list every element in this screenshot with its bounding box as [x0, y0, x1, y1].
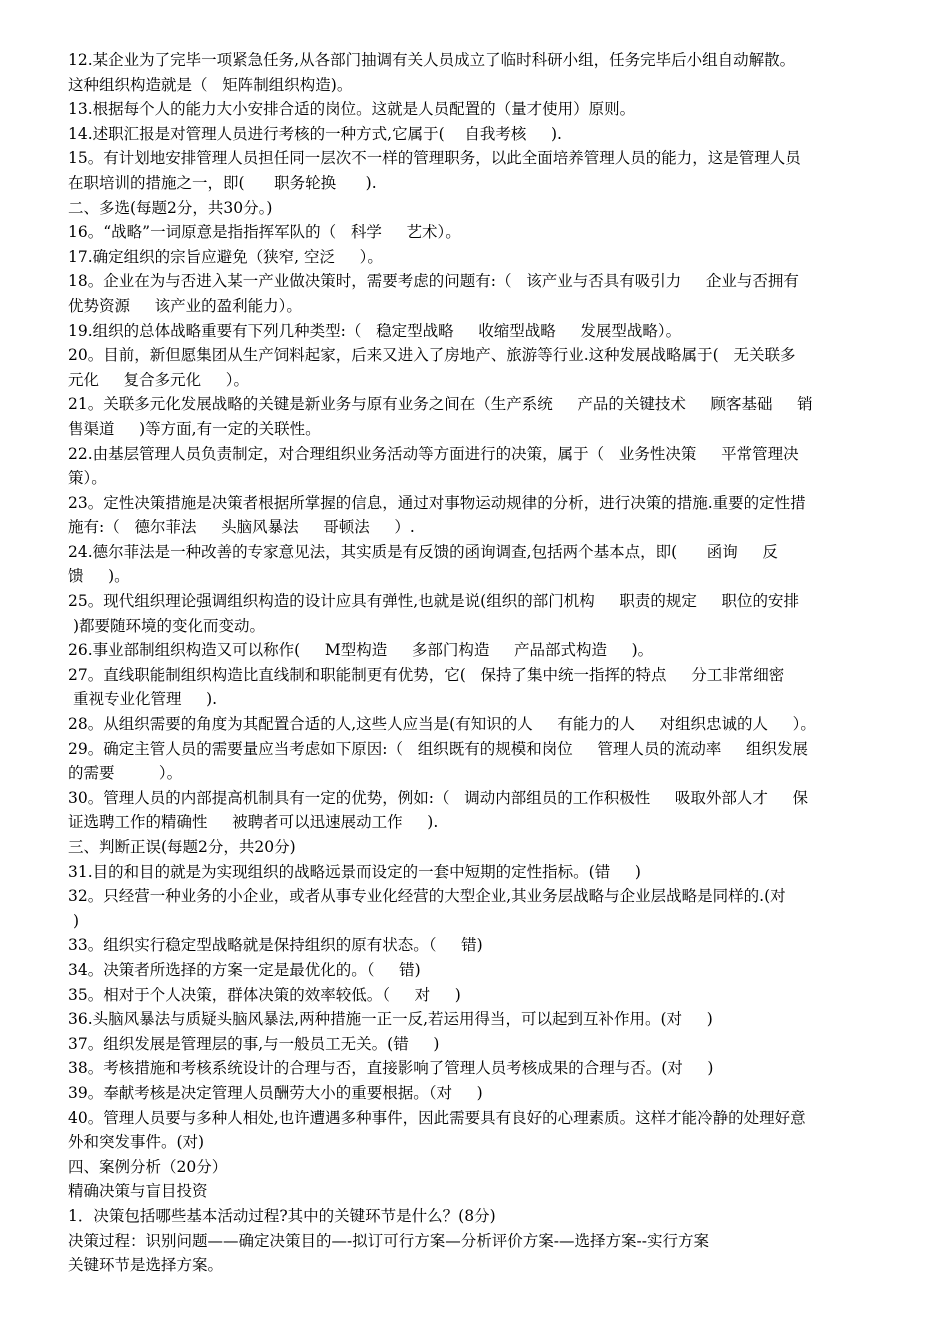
text-line: 21。关联多元化发展战略的关键是新业务与原有业务之间在（生产系统 产品的关键技术 顾客基础 销 — [68, 395, 813, 414]
text-line: 精确决策与盲目投资 — [68, 1182, 208, 1201]
text-line: 在职培训的措施之一，即( 职务轮换 ). — [68, 173, 377, 192]
text-line: 12.某企业为了完毕一项紧急任务,从各部门抽调有关人员成立了临时科研小组，任务完毕后小组自动解散。 — [68, 51, 796, 69]
text-line: 36.头脑风暴法与质疑头脑风暴法,两种措施一正一反,若运用得当，可以起到互补作用。(对 ) — [68, 1010, 713, 1029]
text-line: 馈 )。 — [68, 567, 130, 586]
text-line: 四、案例分析（20分） — [68, 1157, 228, 1176]
text-line: 23。定性决策措施是决策者根据所掌握的信息，通过对事物运动规律的分析，进行决策的措施.重要的定性措 — [68, 493, 806, 512]
text-line: 32。只经营一种业务的小企业，或者从事专业化经营的大型企业,其业务层战略与企业层战略是同样的.(对 — [68, 887, 786, 906]
text-line: 关键环节是选择方案。 — [68, 1256, 224, 1275]
text-line: 14.述职汇报是对管理人员进行考核的一种方式,它属于( 自我考核 ). — [68, 124, 562, 143]
text-line: 20。目前，新但愿集团从生产饲料起家，后来又进入了房地产、旅游等行业.这种发展战略属于( 无关联多 — [68, 346, 796, 365]
text-line: 元化 复合多元化 ）。 — [68, 370, 250, 389]
text-line: 37。组织发展是管理层的事,与一般员工无关。(错 ) — [68, 1034, 440, 1053]
text-line: 25。现代组织理论强调组织构造的设计应具有弹性,也就是说(组织的部门机构 职责的规定 职位的安排 — [68, 592, 799, 611]
text-line: 39。奉献考核是决定管理人员酬劳大小的重要根据。（对 ) — [68, 1083, 483, 1102]
text-line: 外和突发事件。(对) — [68, 1133, 205, 1152]
text-line: 这种组织构造就是（ 矩阵制组织构造)。 — [68, 75, 353, 94]
text-line: )都要随环境的变化而变动。 — [68, 616, 265, 635]
text-line: 16。“战略”一词原意是指指挥军队的（ 科学 艺术）。 — [68, 223, 461, 242]
text-line: 19.组织的总体战略重要有下列几种类型:（ 稳定型战略 收缩型战略 发展型战略）。 — [68, 321, 682, 340]
text-line: 优势资源 该产业的盈利能力）。 — [68, 296, 302, 315]
text-line: 17.确定组织的宗旨应避免（狭窄, 空泛 ）。 — [68, 247, 383, 266]
text-line: 三、判断正误(每题2分，共20分) — [68, 838, 296, 856]
text-line: 1．决策包括哪些基本活动过程?其中的关键环节是什么？(8分) — [68, 1206, 496, 1225]
text-line: 13.根据每个人的能力大小安排合适的岗位。这就是人员配置的（量才使用）原则。 — [68, 100, 636, 119]
text-line: 27。直线职能制组织构造比直线制和职能制更有优势，它( 保持了集中统一指挥的特点 分工非常细密 — [68, 665, 785, 684]
text-line: 售渠道 )等方面,有一定的关联性。 — [68, 419, 321, 438]
text-line: 24.德尔菲法是一种改善的专家意见法，其实质是有反馈的函询调查,包括两个基本点，即( 函询 反 — [68, 542, 778, 561]
text-line: 30。管理人员的内部提高机制具有一定的优势，例如:（ 调动内部组员的工作积极性 吸取外部人才 保 — [68, 788, 808, 807]
text-line: 决策过程：识别问题——确定决策目的—-拟订可行方案—分析评价方案-—选择方案--实行方案 — [68, 1231, 709, 1250]
text-line: 28。从组织需要的角度为其配置合适的人,这些人应当是(有知识的人 有能力的人 对组织忠诚的人 ）。 — [68, 715, 816, 734]
text-line: 26.事业部制组织构造又可以称作( M型构造 多部门构造 产品部式构造 )。 — [68, 641, 654, 660]
text-line: 证选聘工作的精确性 被聘者可以迅速展动工作 ). — [68, 813, 439, 832]
text-line: 33。组织实行稳定型战略就是保持组织的原有状态。（ 错) — [68, 936, 483, 955]
text-line: 18。企业在为与否进入某一产业做决策时，需要考虑的问题有:（ 该产业与否具有吸引力 企业与否拥有 — [68, 272, 799, 291]
text-line: 22.由基层管理人员负责制定，对合理组织业务活动等方面进行的决策，属于（ 业务性决策 平常管理决 — [68, 444, 799, 463]
text-line: 的需要 ）。 — [68, 764, 183, 783]
text-line: 施有:（ 德尔菲法 头脑风暴法 哥顿法 ）. — [68, 518, 415, 537]
text-line: 二、多选(每题2分，共30分。) — [68, 198, 273, 217]
document-page — [68, 48, 880, 1278]
text-line: 40。管理人员要与多种人相处,也许遭遇多种事件，因此需要具有良好的心理素质。这样才能冷静的处理好意 — [68, 1108, 806, 1127]
text-line: 31.目的和目的就是为实现组织的战略远景而设定的一套中短期的定性指标。(错 ) — [68, 862, 641, 881]
text-line: 重视专业化管理 ). — [68, 690, 218, 709]
text-line: 策）。 — [68, 469, 107, 488]
text-line: 38。考核措施和考核系统设计的合理与否，直接影响了管理人员考核成果的合理与否。(对 ) — [68, 1059, 714, 1078]
text-line: 29。确定主管人员的需要量应当考虑如下原因:（ 组织既有的规模和岗位 管理人员的流动率 组织发展 — [68, 739, 808, 758]
text-line: 35。相对于个人决策，群体决策的效率较低。（ 对 ) — [68, 985, 461, 1004]
text-line: 15。有计划地安排管理人员担任同一层次不一样的管理职务，以此全面培养管理人员的能力，这是管理人员 — [68, 149, 801, 168]
text-line: ) — [68, 911, 79, 930]
text-line: 34。决策者所选择的方案一定是最优化的。（ 错) — [68, 960, 421, 979]
